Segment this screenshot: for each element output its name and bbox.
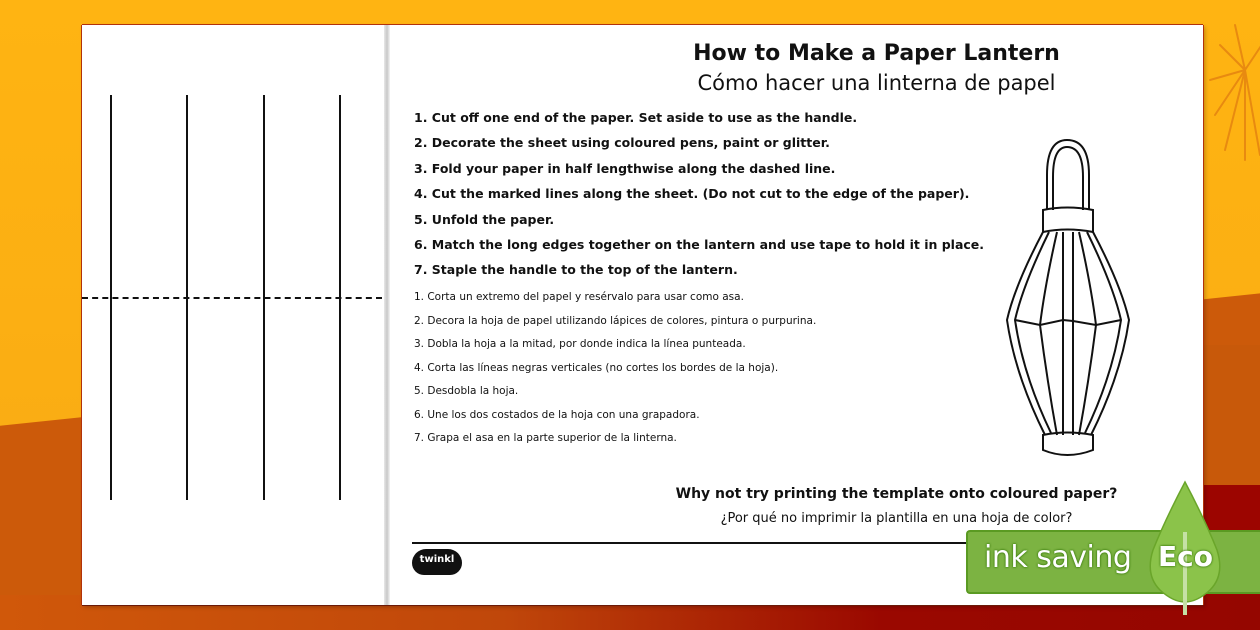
step-item: 2. Decora la hoja de papel utilizando lápices de colores, pintura o purpurina. — [414, 314, 817, 327]
step-item: 6. Une los dos costados de la hoja con una grapadora. — [414, 408, 700, 421]
ink-saving-label: ink saving — [984, 540, 1132, 575]
step-item: 5. Unfold the paper. — [414, 211, 555, 227]
step-item: 4. Cut the marked lines along the sheet. (Do not cut to the edge of the paper). — [414, 186, 970, 202]
step-item: 7. Staple the handle to the top of the lantern. — [414, 262, 738, 278]
instructions-page — [390, 25, 1203, 605]
title-spanish: Cómo hacer una linterna de papel — [697, 71, 1056, 95]
step-item: 1. Cut off one end of the paper. Set aside to use as the handle. — [414, 110, 858, 125]
step-item: 3. Fold your paper in half lengthwise along the dashed line. — [414, 160, 836, 176]
step-item: 1. Corta un extremo del papel y resérvalo para usar como asa. — [414, 291, 744, 303]
eco-label: Eco — [1158, 540, 1213, 573]
fold-line — [82, 297, 382, 299]
step-item: 7. Grapa el asa en la parte superior de la linterna. — [414, 432, 677, 444]
steps-spanish — [414, 290, 816, 455]
logo-text: twinkl — [419, 554, 455, 565]
step-item: 3. Dobla la hoja a la mitad, por donde indica la línea punteada. — [414, 338, 746, 350]
firework-icon — [1205, 20, 1260, 180]
title-english: How to Make a Paper Lantern — [693, 41, 1060, 66]
step-item: 6. Match the long edges together on the lantern and use tape to hold it in place. — [414, 236, 985, 252]
steps-english — [414, 110, 984, 288]
step-item: 5. Desdobla la hoja. — [414, 385, 519, 397]
worksheet — [82, 25, 1203, 605]
step-item: 2. Decorate the sheet using coloured pens, paint or glitter. — [414, 135, 830, 151]
step-item: 4. Corta las líneas negras verticales (no cortes los bordes de la hoja). — [414, 361, 779, 374]
lantern-template-page — [82, 25, 385, 605]
tip-english: Why not try printing the template onto coloured paper? — [675, 486, 1118, 502]
lantern-illustration — [1005, 135, 1130, 465]
tip-spanish: ¿Por qué no imprimir la plantilla en una hoja de color? — [720, 511, 1073, 526]
twinkl-logo — [412, 549, 462, 575]
